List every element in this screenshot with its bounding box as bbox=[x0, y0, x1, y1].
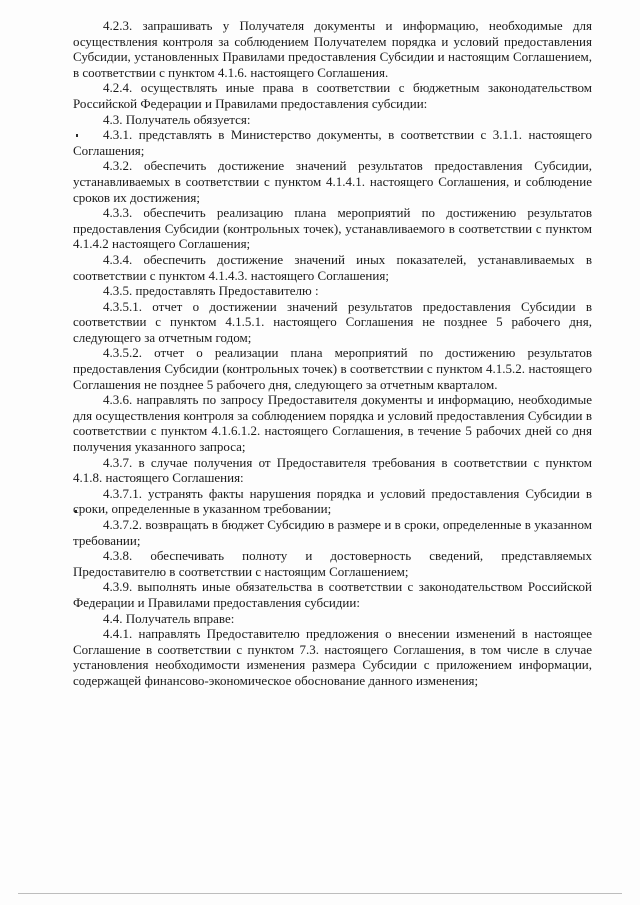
paragraph-4-3-4: 4.3.4. обеспечить достижение значений иных показателей, устанавливаемых в соответствии с пунктом 4.1.4.3. настоящего Соглашения; bbox=[73, 251, 592, 283]
paragraph-4-3-6: 4.3.6. направлять по запросу Предоставителя документы и информацию, необходимые для осуществления контроля за соблюдением порядка и условий предоставления Субсидии в соответствии с пунктом 4.1.6.1.2. настоящего Соглашения, в течение 5 рабочих дней со дня получения указанного запроса; bbox=[73, 392, 592, 455]
paragraph-4-3-9: 4.3.9. выполнять иные обязательства в соответствии с законодательством Российской Федерации и Правилами предоставления субсидии: bbox=[73, 579, 592, 610]
paragraph-4-4-1: 4.4.1. направлять Предоставителю предложения о внесении изменений в настоящее Соглашение в соответствии с пунктом 7.3. настоящего Соглашения, в том числе в случае установления необходимости изменения размера Субсидии с приложением информации, содержащей финансово-экономическое обоснование данного изменения; bbox=[73, 626, 592, 688]
paragraph-4-3-1: 4.3.1. представлять в Министерство документы, в соответствии с 3.1.1. настоящего Соглашения; bbox=[73, 127, 592, 158]
paragraph-4-3-2: 4.3.2. обеспечить достижение значений результатов предоставления Субсидии, устанавливаемых в соответствии с пунктом 4.1.4.1. настоящего Соглашения, и соблюдение сроков их достижения; bbox=[73, 158, 592, 205]
paragraph-4-3-3: 4.3.3. обеспечить реализацию плана мероприятий по достижению результатов предоставления Субсидии (контрольных точек), устанавливаемого в соответствии с пунктом 4.1.4.2 настоящего Соглашения; bbox=[73, 205, 592, 252]
paragraph-4-3-5: 4.3.5. предоставлять Предоставителю : bbox=[103, 283, 319, 299]
paragraph-4-3-7-2: 4.3.7.2. возвращать в бюджет Субсидию в размере и в сроки, определенные в указанном требовании; bbox=[73, 517, 592, 548]
paragraph-4-3-5-2: 4.3.5.2. отчет о реализации плана мероприятий по достижению результатов предоставления Субсидии (контрольных точек) в соответствии с пунктом 4.1.5.2. настоящего Соглашения не позднее 5 рабочего дня, следующего за отчетным кварталом. bbox=[73, 345, 592, 392]
paragraph-4-4: 4.4. Получатель вправе: bbox=[103, 610, 235, 626]
paragraph-4-2-3: 4.2.3. запрашивать у Получателя документы и информацию, необходимые для осуществления контроля за соблюдением Получателем порядка и условий предоставления Субсидии, установленных Правилами предоставления Субсидии и настоящим Соглашением, в соответствии с пунктом 4.1.6. настоящего Соглашения. bbox=[73, 18, 592, 80]
paragraph-4-3-8: 4.3.8. обеспечивать полноту и достоверность сведений, представляемых Предоставителю в соответствии с настоящим Соглашением; bbox=[73, 548, 592, 579]
paragraph-4-3-5-1: 4.3.5.1. отчет о достижении значений результатов предоставления Субсидии в соответствии с пунктом 4.1.5.1. настоящего Соглашения не позднее 5 рабочего дня, следующего за отчетным годом; bbox=[73, 298, 592, 345]
page-bottom-rule bbox=[18, 893, 622, 894]
paragraph-4-3-7-1: 4.3.7.1. устранять факты нарушения порядка и условий предоставления Субсидии в сроки, определенные в указанном требовании; bbox=[73, 485, 592, 517]
paragraph-4-2-4: 4.2.4. осуществлять иные права в соответствии с бюджетным законодательством Российской Федерации и Правилами предоставления субсидии: bbox=[73, 80, 592, 111]
paragraph-4-3: 4.3. Получатель обязуется: bbox=[103, 111, 251, 127]
document-body bbox=[73, 18, 592, 689]
paragraph-4-3-7: 4.3.7. в случае получения от Предоставителя требования в соответствии с пунктом 4.1.8. настоящего Соглашения: bbox=[73, 454, 592, 486]
